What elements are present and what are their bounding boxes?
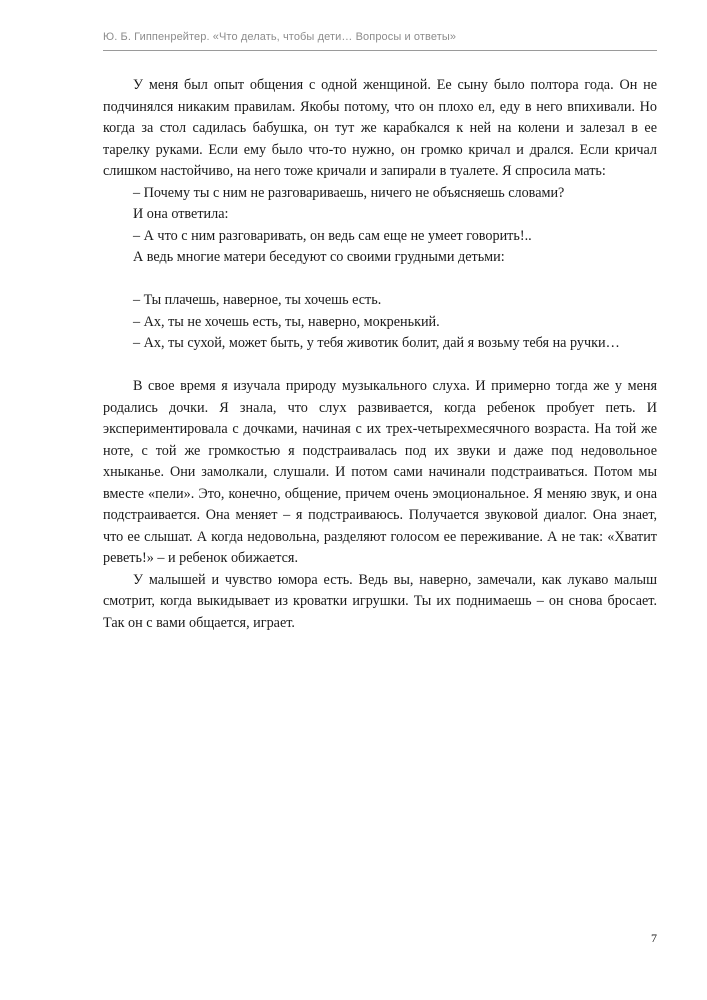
dialogue-line: – Ты плачешь, наверное, ты хочешь есть. [133, 292, 382, 308]
paragraph: У меня был опыт общения с одной женщиной. Ее сыну было полтора года. Он не подчинялся никаким правилам. Якобы потому, что он плохо ел, еду в него впихивали. Но когда за стол садилась бабушка, он тут же карабкался к ней на колени и залезал в ее тарелку руками. Если ему было что-то нужно, он громко кричал и дрался. Если кричал слишком настойчиво, на него тоже кричали и запирали в туалете. Я спросила мать: [103, 77, 657, 179]
running-head: Ю. Б. Гиппенрейтер. «Что делать, чтобы дети… Вопросы и ответы» [103, 31, 457, 43]
page-number: 7 [651, 931, 657, 945]
paragraph: В свое время я изучала природу музыкального слуха. И примерно тогда же у меня родались дочки. Я знала, что слух развивается, когда ребенок пробует петь. И экспериментировала с дочками, начиная с их трех-четырехмесячного возраста. На той же ноте, с той же громкостью я подстраивалась под их звуки и даже под недовольное хныканье. Они замолкали, слушали. И потом сами начинали подстраиваться. Потом мы вместе «пели». Это, конечно, общение, причем очень эмоциональное. Я меняю звук, и она подстраивается. Она меняет – я подстраиваюсь. Получается звуковой диалог. Она знает, что ее слышат. А когда недовольна, разделяют голосом ее переживание. А не так: «Хватит реветь!» – и ребенок обижается. [103, 378, 657, 566]
header-rule [103, 50, 657, 51]
paragraph-gap [103, 269, 657, 291]
paragraph: У малышей и чувство юмора есть. Ведь вы, наверно, замечали, как лукаво малыш смотрит, когда выкидывает из кроватки игрушки. Ты их поднимаешь – он снова бросает. Так он с вами общается, играет. [103, 571, 657, 631]
dialogue-line: – Почему ты с ним не разговариваешь, ничего не объясняешь словами? [133, 184, 565, 201]
paragraph: А ведь многие матери беседуют со своими грудными детьми: [133, 249, 505, 265]
paragraph-gap [103, 355, 657, 377]
dialogue-line: – Ах, ты сухой, может быть, у тебя животик болит, дай я возьму тебя на ручки… [133, 335, 620, 351]
body-text [103, 75, 657, 634]
paragraph: И она ответила: [133, 206, 229, 222]
dialogue-line: – Ах, ты не хочешь есть, ты, наверно, мокренький. [133, 313, 440, 330]
dialogue-line: – А что с ним разговаривать, он ведь сам еще не умеет говорить!.. [133, 227, 532, 244]
